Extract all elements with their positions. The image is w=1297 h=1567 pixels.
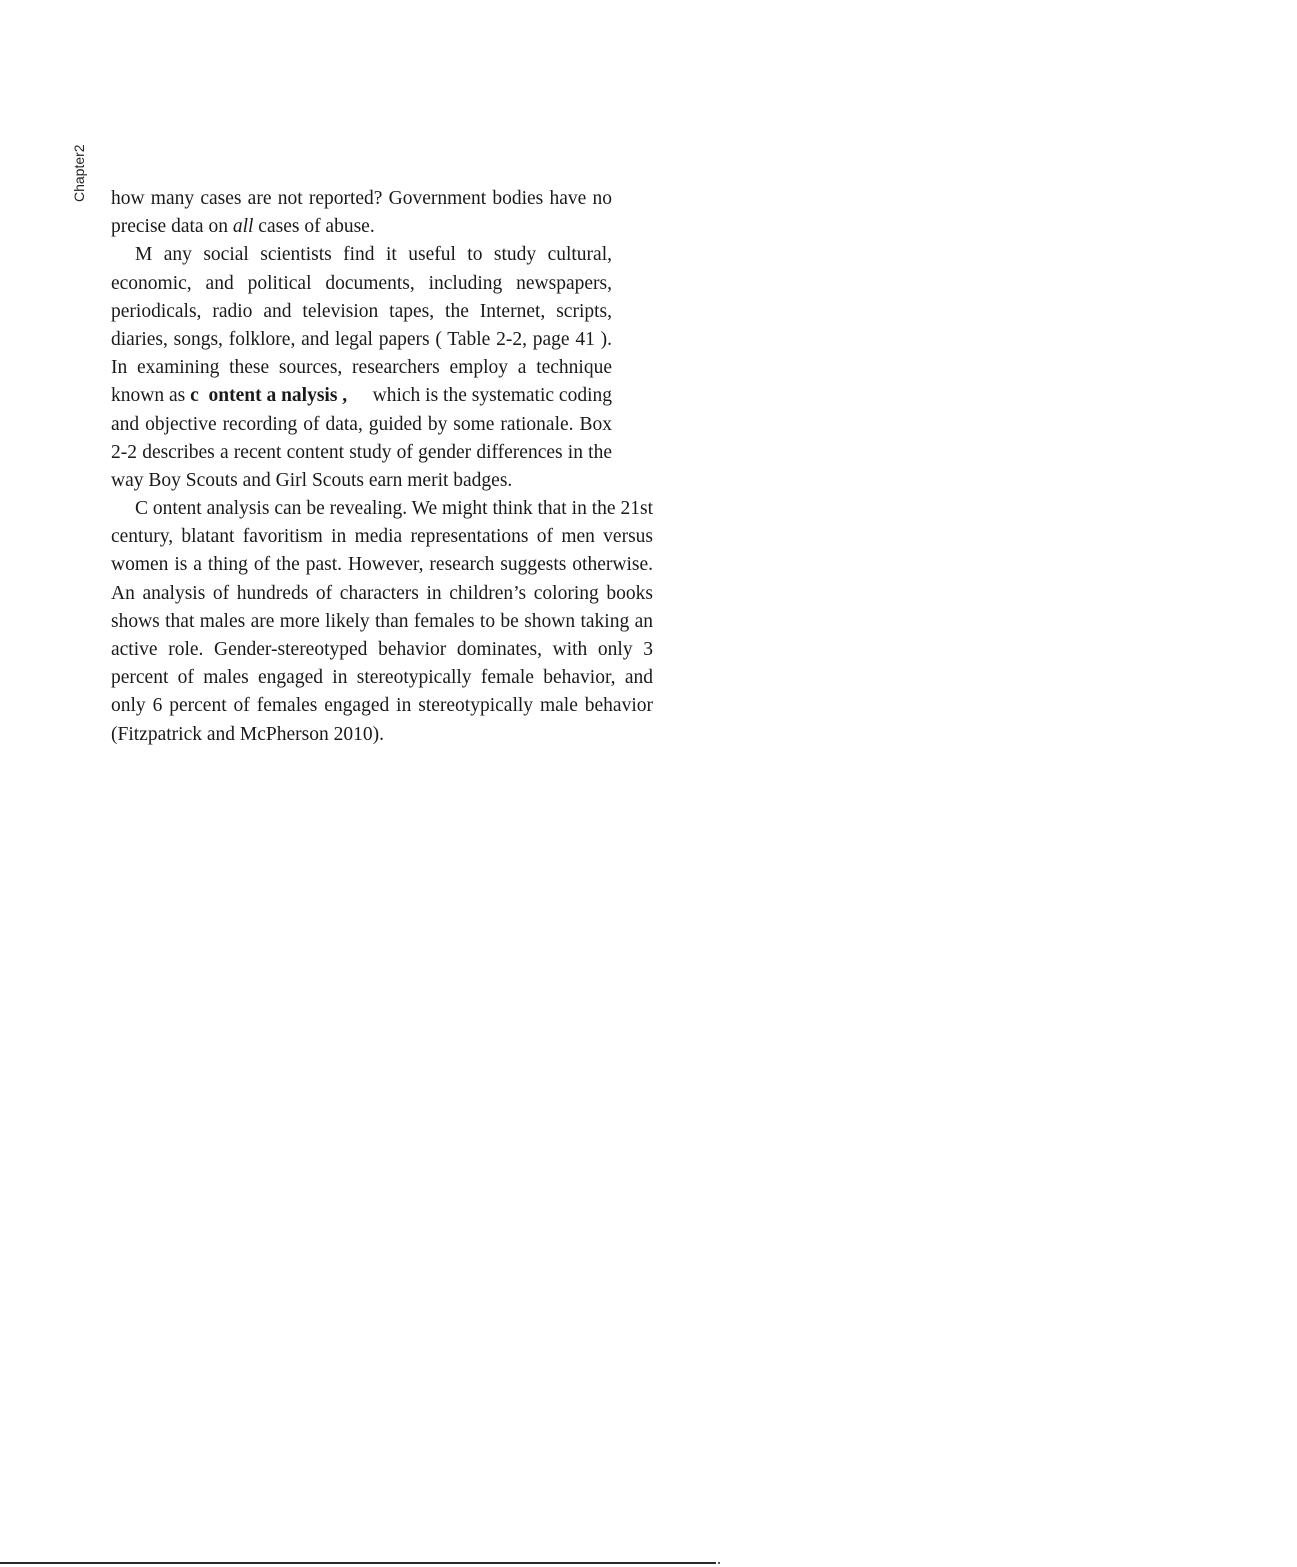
running-head-chapter: Chapter2	[71, 144, 87, 202]
text-span: known as	[111, 385, 191, 407]
text-line: how many cases are not reported? Government bodies have no	[111, 188, 612, 209]
page-bottom-rule	[0, 1562, 716, 1564]
text-line: 2-2 describes a recent content study of gender differences in the	[111, 441, 612, 463]
text-line: and objective recording of data, guided by some rationale. Box	[111, 413, 612, 435]
text-line: century, blatant favoritism in media representations of men versus	[111, 526, 653, 548]
text-line: way Boy Scouts and Girl Scouts earn merit badges.	[111, 469, 513, 491]
text-line: M any social scientists find it useful to study cultural,	[135, 244, 612, 266]
paragraph-3	[111, 495, 653, 749]
body-text	[111, 185, 653, 749]
text-line	[111, 382, 612, 410]
text-line: active role. Gender-stereotyped behavior dominates, with only 3	[111, 639, 653, 660]
text-line: periodicals, radio and television tapes, the Internet, scripts,	[111, 300, 612, 322]
text-line: shows that males are more likely than females to be shown taking an	[111, 610, 653, 632]
paragraph-2	[111, 241, 653, 495]
text-line: women is a thing of the past. However, research suggests otherwise.	[111, 554, 653, 576]
text-line: percent of males engaged in stereotypically female behavior, and	[111, 667, 653, 689]
text-span: cases of abuse.	[253, 216, 375, 238]
text-line	[111, 213, 612, 241]
page-bottom-mark	[718, 1562, 720, 1564]
text-line: economic, and political documents, including newspapers,	[111, 272, 612, 294]
text-line: diaries, songs, folklore, and legal papers ( Table 2-2, page 41 ).	[111, 328, 612, 350]
paragraph-1	[111, 185, 653, 241]
text-span: which is the systematic coding	[362, 385, 612, 407]
text-line: only 6 percent of females engaged in stereotypically male behavior	[111, 695, 653, 717]
key-term: c ontent a nalysis ,	[190, 385, 348, 407]
text-line: In examining these sources, researchers employ a technique	[111, 357, 612, 379]
text-line: An analysis of hundreds of characters in children’s coloring books	[111, 582, 653, 604]
text-span: precise data on	[111, 216, 233, 238]
text-line: C ontent analysis can be revealing. We might think that in the 21st	[135, 498, 653, 520]
emphasis: all	[232, 216, 254, 238]
text-span	[111, 382, 347, 410]
text-line: (Fitzpatrick and McPherson 2010).	[111, 723, 384, 745]
